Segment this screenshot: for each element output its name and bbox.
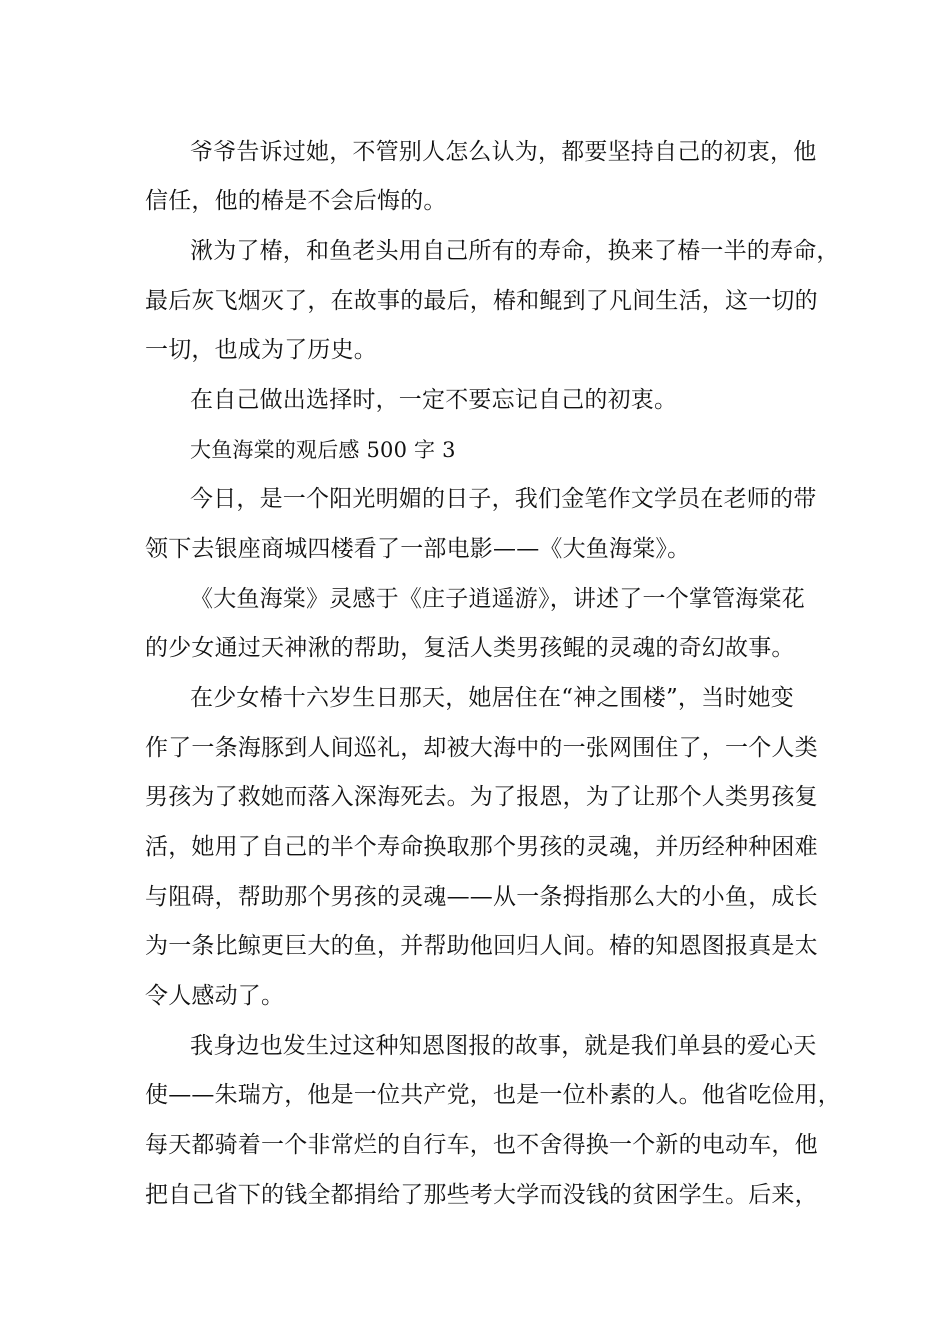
paragraph-line: 今日，是一个阳光明媚的日子，我们金笔作文学员在老师的带 — [190, 486, 817, 512]
paragraph-line: 在少女椿十六岁生日那天，她居住在“神之围楼”，当时她变 — [190, 685, 794, 711]
paragraph-line: 爷爷告诉过她，不管别人怎么认为，都要坚持自己的初衷，他 — [190, 139, 817, 165]
paragraph-line: 信任，他的椿是不会后悔的。 — [145, 188, 447, 214]
paragraph-line: 活，她用了自己的半个寿命换取那个男孩的灵魂，并历经种种困难 — [145, 834, 818, 860]
paragraph-line: 把自己省下的钱全都捐给了那些考大学而没钱的贫困学生。后来， — [145, 1182, 818, 1208]
paragraph-line: 与阻碍，帮助那个男孩的灵魂——从一条拇指那么大的小鱼，成长 — [145, 884, 818, 910]
paragraph-line: 为一条比鲸更巨大的鱼，并帮助他回归人间。椿的知恩图报真是太 — [145, 933, 818, 959]
paragraph-line: 作了一条海豚到人间巡礼，却被大海中的一张网围住了，一个人类 — [145, 735, 818, 761]
paragraph-line: 领下去银座商城四楼看了一部电影——《大鱼海棠》。 — [145, 536, 691, 562]
paragraph-line: 一切，也成为了历史。 — [145, 337, 377, 363]
paragraph-line: 男孩为了救她而落入深海死去。为了报恩，为了让那个人类男孩复 — [145, 784, 818, 810]
paragraph-line: 最后灰飞烟灭了，在故事的最后，椿和鲲到了凡间生活，这一切的 — [145, 288, 818, 314]
paragraph-line: 《大鱼海棠》灵感于《庄子逍遥游》，讲述了一个掌管海棠花 — [190, 586, 805, 612]
paragraph-line: 我身边也发生过这种知恩图报的故事，就是我们单县的爱心天 — [190, 1033, 817, 1059]
paragraph-line: 湫为了椿，和鱼老头用自己所有的寿命，换来了椿一半的寿命， — [190, 238, 840, 264]
paragraph-line: 在自己做出选择时，一定不要忘记自己的初衷。 — [190, 387, 678, 413]
paragraph-line: 的少女通过天神湫的帮助，复活人类男孩鲲的灵魂的奇幻故事。 — [145, 635, 795, 661]
paragraph-line: 令人感动了。 — [145, 983, 285, 1009]
section-heading: 大鱼海棠的观后感 500 字 3 — [190, 438, 456, 462]
paragraph-line: 使——朱瑞方，他是一位共产党，也是一位朴素的人。他省吃俭用， — [145, 1082, 841, 1108]
paragraph-line: 每天都骑着一个非常烂的自行车，也不舍得换一个新的电动车，他 — [145, 1132, 818, 1158]
